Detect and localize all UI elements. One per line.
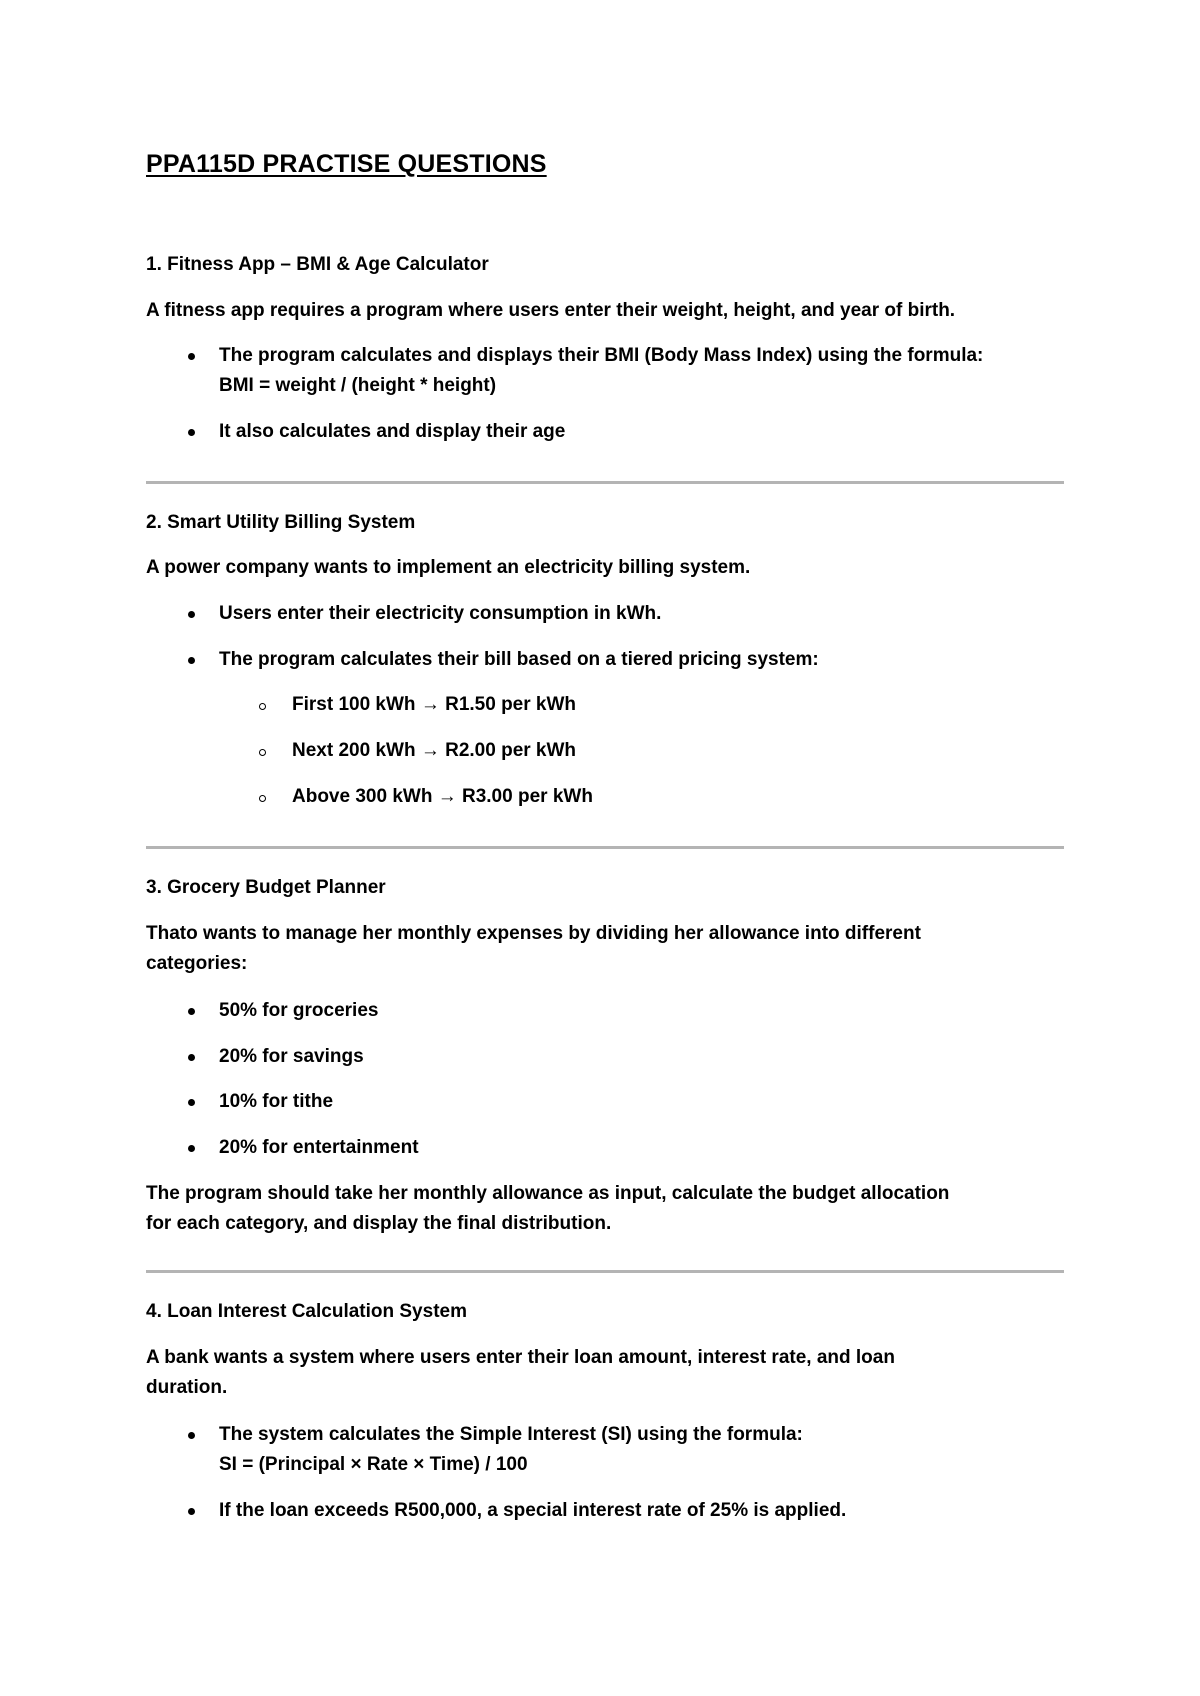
q1-bullet2: It also calculates and display their age xyxy=(219,421,566,442)
section-divider xyxy=(146,481,1064,484)
q2-tier-1: First 100 kWh → R1.50 per kWh xyxy=(292,694,577,715)
bullet-icon xyxy=(188,1508,195,1515)
bullet-icon xyxy=(188,1008,195,1015)
q3-outro-line2: for each category, and display the final distribution. xyxy=(146,1213,612,1234)
q2-heading: 2. Smart Utility Billing System xyxy=(146,512,416,533)
q3-bullet-2: 20% for savings xyxy=(219,1046,364,1067)
q3-intro-line2: categories: xyxy=(146,953,248,974)
document-title: PPA115D PRACTISE QUESTIONS xyxy=(146,150,547,178)
q2-tier-3: Above 300 kWh → R3.00 per kWh xyxy=(292,786,593,807)
q2-bullet1: Users enter their electricity consumption in kWh. xyxy=(219,603,662,624)
bullet-icon xyxy=(188,429,195,436)
section-divider xyxy=(146,1270,1064,1273)
q3-bullet-3: 10% for tithe xyxy=(219,1091,334,1112)
sub-bullet-icon xyxy=(259,749,266,756)
q4-heading: 4. Loan Interest Calculation System xyxy=(146,1301,467,1322)
q2-bullet2: The program calculates their bill based on a tiered pricing system: xyxy=(219,649,819,670)
bullet-icon xyxy=(188,353,195,360)
q3-intro-line1: Thato wants to manage her monthly expenses by dividing her allowance into different xyxy=(146,923,921,944)
q1-bullet1-line2: BMI = weight / (height * height) xyxy=(219,375,497,396)
q2-intro: A power company wants to implement an electricity billing system. xyxy=(146,557,751,578)
q3-heading: 3. Grocery Budget Planner xyxy=(146,877,386,898)
q4-bullet1-line1: The system calculates the Simple Interest (SI) using the formula: xyxy=(219,1424,803,1445)
bullet-icon xyxy=(188,1145,195,1152)
q3-outro-line1: The program should take her monthly allowance as input, calculate the budget allocation xyxy=(146,1183,950,1204)
q3-bullet-1: 50% for groceries xyxy=(219,1000,379,1021)
bullet-icon xyxy=(188,1432,195,1439)
sub-bullet-icon xyxy=(259,795,266,802)
q4-intro-line1: A bank wants a system where users enter their loan amount, interest rate, and loan xyxy=(146,1347,895,1368)
q1-bullet1-line1: The program calculates and displays their BMI (Body Mass Index) using the formula: xyxy=(219,345,984,366)
q4-intro-line2: duration. xyxy=(146,1377,228,1398)
q4-bullet1-line2: SI = (Principal × Rate × Time) / 100 xyxy=(219,1454,528,1475)
q2-tier-2: Next 200 kWh → R2.00 per kWh xyxy=(292,740,577,761)
bullet-icon xyxy=(188,1054,195,1061)
section-divider xyxy=(146,846,1064,849)
q4-bullet2: If the loan exceeds R500,000, a special interest rate of 25% is applied. xyxy=(219,1500,847,1521)
q1-intro: A fitness app requires a program where users enter their weight, height, and year of birth. xyxy=(146,300,956,321)
q1-heading: 1. Fitness App – BMI & Age Calculator xyxy=(146,254,489,275)
bullet-icon xyxy=(188,657,195,664)
sub-bullet-icon xyxy=(259,703,266,710)
bullet-icon xyxy=(188,611,195,618)
bullet-icon xyxy=(188,1099,195,1106)
q3-bullet-4: 20% for entertainment xyxy=(219,1137,419,1158)
